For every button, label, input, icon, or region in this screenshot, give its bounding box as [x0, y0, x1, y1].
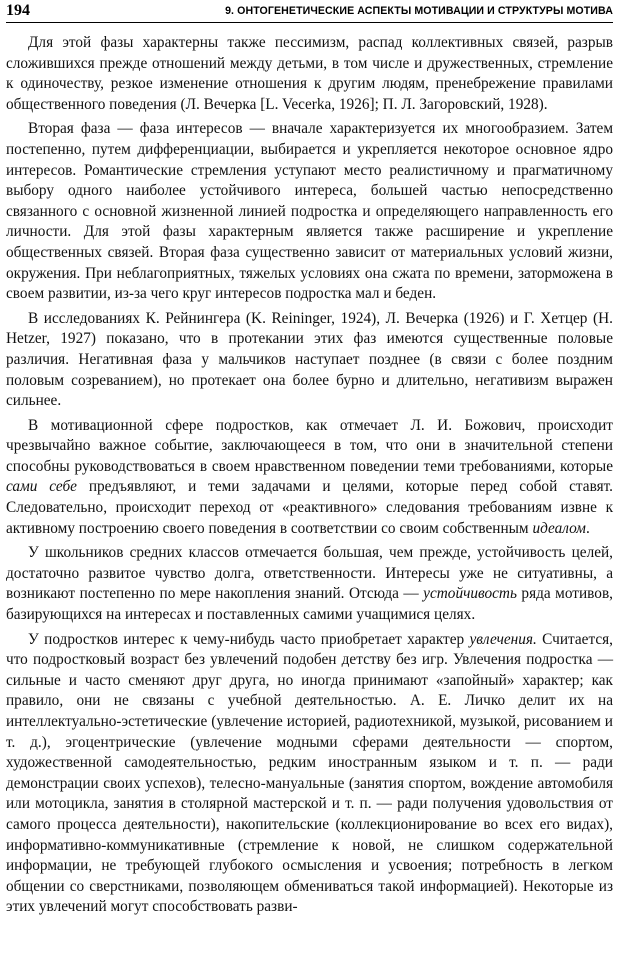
paragraph-3: В исследованиях К. Рейнингера (K. Reininger, 1924), Л. Вечерка (1926) и Г. Хетцер (H. Hetzer, 1927) показано, что в протекании этих фаз имеются существенные половые различия. Негативная фаза у мальчиков наступает позднее (в связи с более поздним половым созреванием), но протекает она более бурно и длительно, негативизм выражен сильнее.: [6, 309, 613, 410]
body-text: [6, 33, 613, 918]
paragraph-4-text-a: В мотивационной сфере подростков, как отмечает Л. И. Божович, происходит чрезвычайно важное событие, заключающееся в том, что они в значительной степени способны руководствоваться в своем нравственном поведении теми требованиями, которые: [6, 416, 613, 475]
paragraph-4-emphasis-1: сами себе: [6, 478, 77, 496]
paragraph-4-text-e: .: [585, 519, 590, 537]
paragraph-6-emphasis: увлечения.: [469, 630, 537, 648]
page-number: 194: [6, 2, 30, 19]
running-head: 9. ОНТОГЕНЕТИЧЕСКИЕ АСПЕКТЫ МОТИВАЦИИ И СТРУКТУРЫ МОТИВА: [225, 5, 613, 17]
paragraph-4: [6, 416, 613, 540]
paragraph-5-text-a: У школьников средних классов отмечается большая, чем прежде, устойчивость целей, достаточно развитое чувство долга, ответственности. Интересы уже не ситуативны, а возникают постепенно по мере накопления знаний. Отсюда —: [6, 544, 613, 603]
paragraph-6-text-a: У подростков интерес к чему-нибудь часто приобретает характер: [28, 630, 470, 648]
page-header: [6, 2, 613, 23]
paragraph-1: Для этой фазы характерны также пессимизм, распад коллективных связей, разрыв сложившихся прежде отношений между детьми, в том числе и дружественных, стремление к одиночеству, резкое изменение отношения к другим людям, пренебрежение правилами общественного поведения (Л. Вечерка [L. Vecerka, 1926]; П. Л. Загоровский, 1928).: [6, 34, 613, 113]
paragraph-4-emphasis-2: идеалом: [532, 519, 586, 537]
paragraph-2: Вторая фаза — фаза интересов — вначале характеризуется их многообразием. Затем постепенно, путем дифференциации, выбирается и укрепляется некоторое основное ядро интересов. Романтические стремления уступают место реалистичному и прагматичному выбору одного наиболее устойчивого интереса, большей частью непосредственно связанного с основной жизненной линией подростка и определяющего направленность его личности. Для этой фазы характерным является также расширение и укрепление общественных связей. Вторая фаза существенно зависит от материальных условий жизни, окружения. При неблагоприятных, тяжелых условиях она сжата по времени, заторможена в своем развитии, из-за чего круг интересов подростка мал и беден.: [6, 120, 613, 303]
paragraph-5: [6, 543, 613, 625]
paragraph-6-text-c: Считается, что подростковый возраст без увлечений подобен детству без игр. Увлечения подростка — сильные и часто сменяют друг друга, но иногда принимают «запойный» характер; как правило, они не связаны с учебной деятельностью. А. Е. Личко делит их на интеллектуально-эстетические (увлечение историей, радиотехникой, музыкой, рисованием и т. д.), эгоцентрические (увлечение модными сферами деятельности — спортом, художественной самодеятельностью, редким иностранным языком и т. п. — ради демонстрации своих успехов), телесно-мануальные (занятия спортом, вождение автомобиля или мотоцикла, занятия в столярной мастерской и т. п. — ради получения удовольствия от самого процесса деятельности), накопительские (коллекционирование во всех его видах), информативно-коммуникативные (стремление к новой, не слишком содержательной информации, не требующей глубокого осмысления и усвоения; потребность в легком общении со сверстниками, позволяющем обмениваться такой информацией). Некоторые из этих увлечений могут способствовать разви-: [6, 630, 613, 916]
paragraph-5-text-c: ряда мотивов, базирующихся на интересах и поставленных самими учащимися целях.: [6, 585, 613, 624]
paragraph-4-text-c: предъявляют, и теми задачами и целями, которые перед собой ставят. Следовательно, происходит переход от «реактивного» следования требованиям извне к активному построению своего поведения в соответствии со своим собственным: [6, 478, 613, 537]
paragraph-6: [6, 630, 613, 918]
paragraph-5-emphasis: устойчивость: [423, 585, 517, 603]
